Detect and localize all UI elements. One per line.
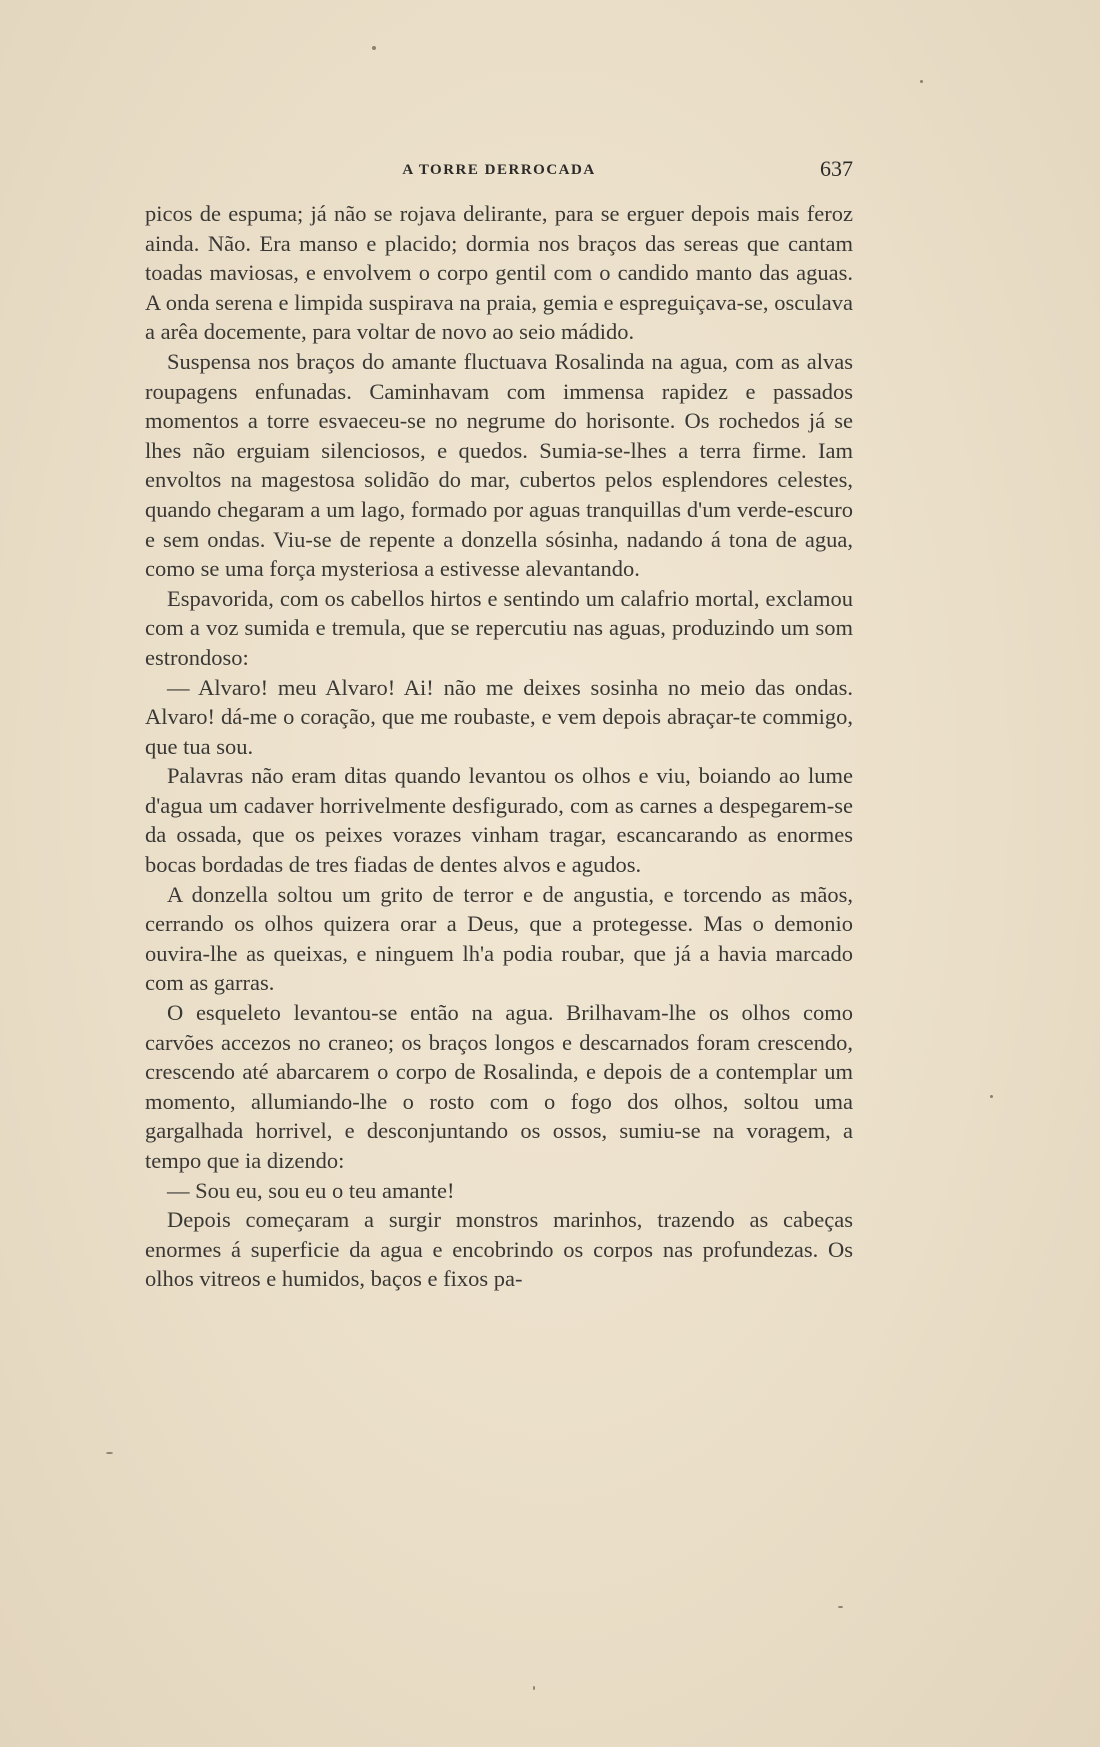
paragraph: O esqueleto levantou-se então na agua. Brilhavam-lhe os olhos como carvões accezos no craneo; os braços longos e descarnados foram crescendo, crescendo até abarcarem o corpo de Rosalinda, e depois de a contemplar um momento, allumiando-lhe o rosto com o fogo dos olhos, soltou uma gargalhada horrivel, e desconjuntando os ossos, sumiu-se na voragem, a tempo que ia dizendo: xyxy=(145,1000,853,1173)
paper-speck xyxy=(990,1095,993,1098)
paragraph: Palavras não eram ditas quando levantou os olhos e viu, boiando ao lume d'agua um cadaver horrivelmente desfigurado, com as carnes a despegarem-se da ossada, que os peixes vorazes vinham tragar, escancarando as enormes bocas bordadas de tres fiadas de dentes alvos e agudos. xyxy=(145,763,853,878)
paragraph: Depois começaram a surgir monstros marinhos, trazendo as cabeças enormes á superficie da agua e encobrindo os corpos nas profundezas. Os olhos vitreos e humidos, baços e fixos pa- xyxy=(145,1207,853,1292)
paragraph: A donzella soltou um grito de terror e de angustia, e torcendo as mãos, cerrando os olhos quizera orar a Deus, que a protegesse. Mas o demonio ouvira-lhe as queixas, e ninguem lh'a podia roubar, que já a havia marcado com as garras. xyxy=(145,881,853,996)
paragraph: Suspensa nos braços do amante fluctuava Rosalinda na agua, com as alvas roupagens enfunadas. Caminhavam com immensa rapidez e passados momentos a torre esvaeceu-se no negrume do horisonte. Os rochedos já se lhes não erguiam silenciosos, e quedos. Sumia-se-lhes a terra firme. Iam envoltos na magestosa solidão do mar, cubertos pelos esplendores celestes, quando chegaram a um lago, formado por aguas tranquillas d'um verde-escuro e sem ondas. Viu-se de repente a donzella sósinha, nadando á tona de agua, como se uma força mysteriosa a estivesse alevantando. xyxy=(145,348,853,582)
page-header xyxy=(145,156,853,186)
page-number: 637 xyxy=(820,156,853,181)
body-text xyxy=(145,199,853,1294)
running-title: A TORRE DERROCADA xyxy=(402,162,596,178)
paper-speck xyxy=(533,1686,535,1690)
paragraph: Espavorida, com os cabellos hirtos e sentindo um calafrio mortal, exclamou com a voz sumida e tremula, que se repercutiu nas aguas, produzindo um som estrondoso: xyxy=(145,585,853,670)
dialogue-paragraph: — Alvaro! meu Alvaro! Ai! não me deixes sosinha no meio das ondas. Alvaro! dá-me o coração, que me roubaste, e vem depois abraçar-te commigo, que tua sou. xyxy=(145,674,853,759)
paper-speck xyxy=(838,1606,843,1608)
paragraph: picos de espuma; já não se rojava delirante, para se erguer depois mais feroz ainda. Não. Era manso e placido; dormia nos braços das sereas que cantam toadas maviosas, e envolvem o corpo gentil com o candido manto das aguas. A onda serena e limpida suspirava na praia, gemia e espreguiçava-se, osculava a arêa docemente, para voltar de novo ao seio mádido. xyxy=(145,201,853,345)
paper-speck xyxy=(372,46,376,50)
dialogue-paragraph: — Sou eu, sou eu o teu amante! xyxy=(167,1177,455,1203)
paper-speck xyxy=(106,1452,113,1454)
paper-speck xyxy=(920,80,923,83)
